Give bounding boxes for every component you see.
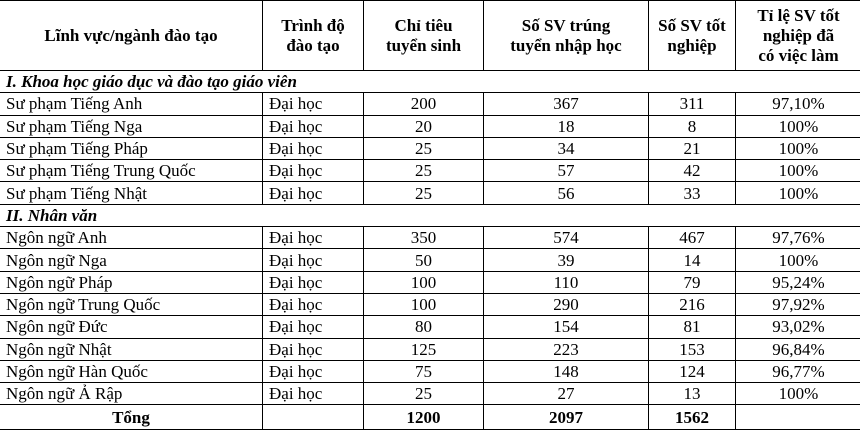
total-quota: 1200 <box>364 405 484 430</box>
column-header <box>484 1 649 71</box>
table-row <box>0 115 860 137</box>
table-cell: Đại học <box>263 137 364 159</box>
table-row <box>0 93 860 115</box>
column-header <box>0 1 263 71</box>
table-cell: 311 <box>649 93 736 115</box>
table-row <box>0 383 860 405</box>
table-cell: 216 <box>649 293 736 315</box>
total-rate <box>736 405 860 430</box>
column-header-line: tuyển sinh <box>385 35 462 55</box>
table-cell: 95,24% <box>736 271 860 293</box>
total-level <box>263 405 364 430</box>
total-graduated: 1562 <box>649 405 736 430</box>
total-enrolled: 2097 <box>484 405 649 430</box>
table-cell: 467 <box>649 227 736 249</box>
table-cell: 8 <box>649 115 736 137</box>
table-cell: 25 <box>364 160 484 182</box>
table-row <box>0 160 860 182</box>
table-cell: Đại học <box>263 293 364 315</box>
table-cell: 100% <box>736 160 860 182</box>
table-cell: 93,02% <box>736 316 860 338</box>
table-cell: 100% <box>736 383 860 405</box>
column-header <box>736 1 860 71</box>
table-cell: 100% <box>736 137 860 159</box>
table-cell: Ngôn ngữ Nhật <box>0 338 263 360</box>
table-cell: Ngôn ngữ Pháp <box>0 271 263 293</box>
table-cell: 79 <box>649 271 736 293</box>
table-row <box>0 293 860 315</box>
column-header-line: tuyển nhập học <box>510 35 622 55</box>
section-title: I. Khoa học giáo dục và đào tạo giáo viên <box>0 71 860 93</box>
table-cell: 56 <box>484 182 649 204</box>
column-header-line: nghiệp <box>667 35 717 55</box>
table-cell: Sư phạm Tiếng Anh <box>0 93 263 115</box>
table-cell: 25 <box>364 137 484 159</box>
table-header-row <box>0 1 860 71</box>
table-cell: 39 <box>484 249 649 271</box>
table-row <box>0 316 860 338</box>
table-row <box>0 137 860 159</box>
table-cell: 124 <box>649 360 736 382</box>
table-cell: 148 <box>484 360 649 382</box>
table-cell: Ngôn ngữ Nga <box>0 249 263 271</box>
table-cell: Đại học <box>263 338 364 360</box>
column-header <box>649 1 736 71</box>
table-cell: 25 <box>364 383 484 405</box>
table-cell: 350 <box>364 227 484 249</box>
table-cell: 75 <box>364 360 484 382</box>
table-cell: 14 <box>649 249 736 271</box>
column-header-line: Trình độ <box>281 15 345 35</box>
table-cell: Ngôn ngữ Đức <box>0 316 263 338</box>
column-header-line: Tỉ lệ SV tốt <box>757 5 840 25</box>
column-header-line: đào tạo <box>286 35 340 55</box>
table-cell: Sư phạm Tiếng Nga <box>0 115 263 137</box>
table-cell: 110 <box>484 271 649 293</box>
column-header <box>263 1 364 71</box>
table-row <box>0 227 860 249</box>
table-cell: 154 <box>484 316 649 338</box>
column-header-line: Số SV tốt <box>658 15 726 35</box>
column-header-line: nghiệp đã <box>762 25 835 45</box>
table-cell: 200 <box>364 93 484 115</box>
table-cell: Đại học <box>263 249 364 271</box>
section-row <box>0 71 860 93</box>
table-cell: 13 <box>649 383 736 405</box>
table-cell: Đại học <box>263 316 364 338</box>
table-row <box>0 338 860 360</box>
table-cell: Đại học <box>263 383 364 405</box>
table-cell: 100% <box>736 182 860 204</box>
table-cell: 97,76% <box>736 227 860 249</box>
table-cell: 25 <box>364 182 484 204</box>
table-row <box>0 182 860 204</box>
table-cell: Đại học <box>263 227 364 249</box>
table-cell: Đại học <box>263 115 364 137</box>
table-cell: 125 <box>364 338 484 360</box>
table-cell: 57 <box>484 160 649 182</box>
table-cell: 96,84% <box>736 338 860 360</box>
total-label: Tổng <box>0 405 263 430</box>
table-cell: 97,92% <box>736 293 860 315</box>
table-cell: 34 <box>484 137 649 159</box>
table-cell: Đại học <box>263 271 364 293</box>
table-row <box>0 271 860 293</box>
column-header-line: Số SV trúng <box>521 15 611 35</box>
table-cell: 153 <box>649 338 736 360</box>
table-cell: 97,10% <box>736 93 860 115</box>
total-row <box>0 405 860 430</box>
table-cell: 42 <box>649 160 736 182</box>
table-cell: 20 <box>364 115 484 137</box>
table-cell: 100% <box>736 115 860 137</box>
table-cell: 81 <box>649 316 736 338</box>
table-cell: 21 <box>649 137 736 159</box>
table-cell: 96,77% <box>736 360 860 382</box>
table-cell: 50 <box>364 249 484 271</box>
table-cell: Sư phạm Tiếng Nhật <box>0 182 263 204</box>
column-header-line: có việc làm <box>758 45 839 65</box>
table-cell: 27 <box>484 383 649 405</box>
table-cell: Sư phạm Tiếng Trung Quốc <box>0 160 263 182</box>
table-cell: Đại học <box>263 182 364 204</box>
section-row <box>0 204 860 226</box>
column-header-line: Lĩnh vực/ngành đào tạo <box>44 25 218 45</box>
table-cell: 367 <box>484 93 649 115</box>
table-cell: Đại học <box>263 360 364 382</box>
table-row <box>0 249 860 271</box>
table-cell: 290 <box>484 293 649 315</box>
table-cell: Đại học <box>263 93 364 115</box>
table-cell: 33 <box>649 182 736 204</box>
table-cell: 80 <box>364 316 484 338</box>
section-title: II. Nhân văn <box>0 204 860 226</box>
table-cell: 100% <box>736 249 860 271</box>
column-header <box>364 1 484 71</box>
table-cell: Ngôn ngữ Trung Quốc <box>0 293 263 315</box>
table-cell: 100 <box>364 293 484 315</box>
table-cell: Ngôn ngữ Hàn Quốc <box>0 360 263 382</box>
table-cell: 18 <box>484 115 649 137</box>
table-cell: Sư phạm Tiếng Pháp <box>0 137 263 159</box>
table-cell: Đại học <box>263 160 364 182</box>
column-header-line: Chỉ tiêu <box>394 15 453 35</box>
table-cell: Ngôn ngữ Anh <box>0 227 263 249</box>
table-cell: Ngôn ngữ Ả Rập <box>0 383 263 405</box>
table-cell: 223 <box>484 338 649 360</box>
table-cell: 100 <box>364 271 484 293</box>
table-cell: 574 <box>484 227 649 249</box>
table-row <box>0 360 860 382</box>
